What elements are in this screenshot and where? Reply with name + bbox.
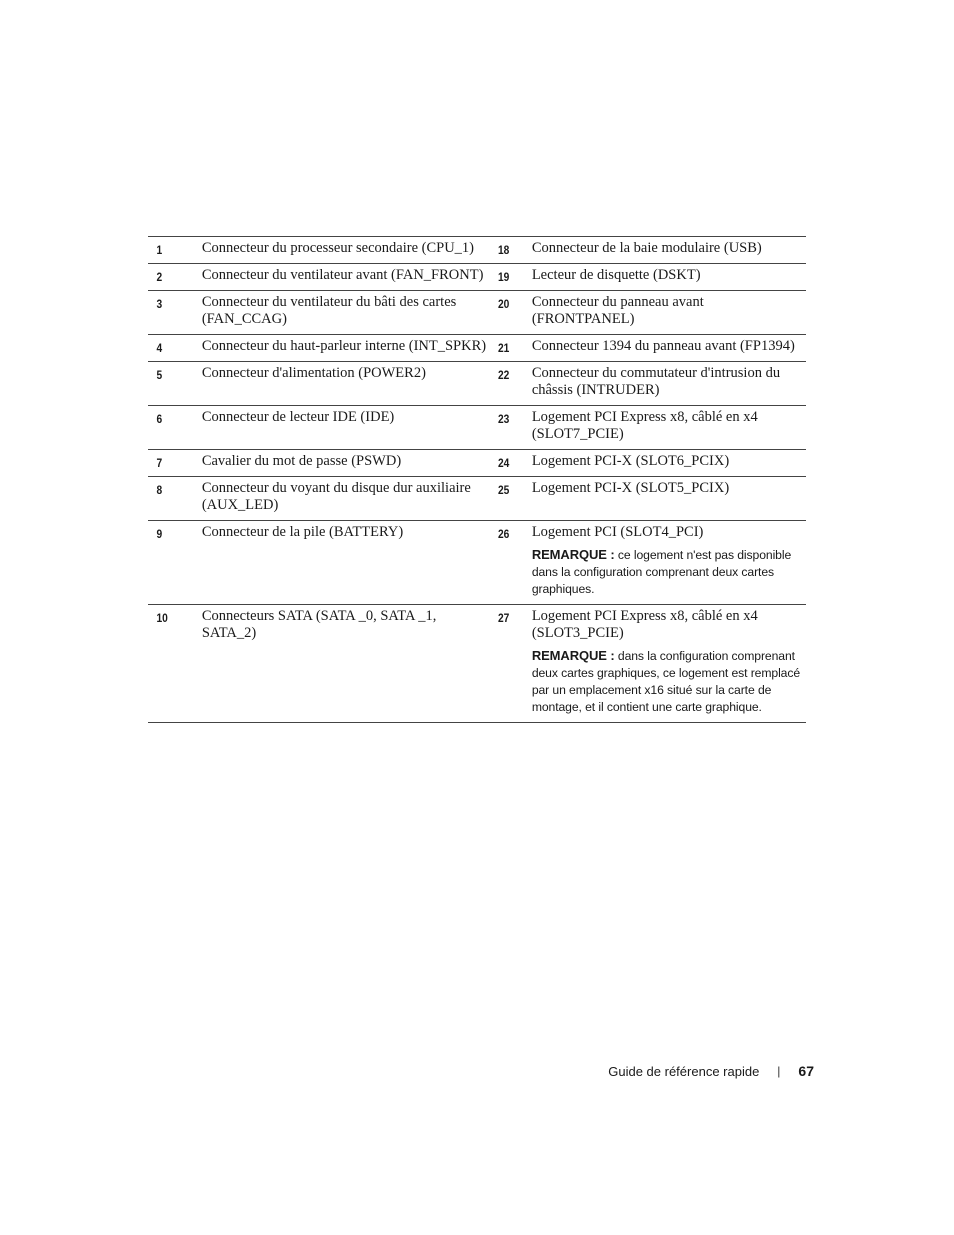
- callout-number: 2: [156, 270, 163, 284]
- callout-description: Connecteur du ventilateur avant (FAN_FRONT): [201, 267, 484, 283]
- table-row: [148, 605, 806, 723]
- callout-description-cell: [532, 237, 806, 264]
- table-row: [148, 237, 806, 264]
- callout-description: Connecteur de lecteur IDE (IDE): [201, 409, 395, 425]
- note: [532, 647, 806, 716]
- footer-separator: |: [777, 1064, 781, 1078]
- page-number: 67: [798, 1063, 814, 1079]
- callout-number: 6: [156, 412, 163, 426]
- callout-description: Logement PCI Express x8, câblé en x4 (SLOT3_PCIE): [531, 608, 758, 641]
- note-label: REMARQUE :: [531, 547, 615, 562]
- callout-description-cell: [532, 264, 806, 291]
- callout-number: 27: [498, 611, 510, 625]
- callout-number: 1: [156, 243, 163, 257]
- note: [532, 546, 806, 598]
- callout-number: 19: [498, 270, 510, 284]
- callout-description: Lecteur de disquette (DSKT): [531, 267, 701, 283]
- callout-description-cell: [532, 362, 806, 406]
- table-row: [148, 450, 806, 477]
- table-row: [148, 406, 806, 450]
- table-row: [148, 477, 806, 521]
- callout-description-cell: [532, 605, 806, 723]
- callout-description-cell: [532, 406, 806, 450]
- callout-description: Connecteur du panneau avant (FRONTPANEL): [531, 294, 704, 327]
- callout-number: 7: [156, 456, 163, 470]
- callout-description: Connecteur du haut-parleur interne (INT_SPKR): [201, 338, 487, 354]
- callout-number: 23: [498, 412, 510, 426]
- callout-number: 20: [498, 297, 510, 311]
- note-label: REMARQUE :: [531, 648, 615, 663]
- callout-description: Cavalier du mot de passe (PSWD): [201, 453, 402, 469]
- table-row: [148, 362, 806, 406]
- callout-number: 25: [498, 483, 510, 497]
- callout-description: Connecteurs SATA (SATA _0, SATA _1, SATA_2): [201, 608, 437, 641]
- callout-number: 5: [156, 368, 163, 382]
- callout-description-cell: [532, 521, 806, 605]
- callout-description: Connecteur du voyant du disque dur auxiliaire (AUX_LED): [201, 480, 471, 513]
- callout-description-cell: [532, 335, 806, 362]
- callout-description: Logement PCI (SLOT4_PCI): [531, 524, 704, 540]
- callout-description: Logement PCI-X (SLOT6_PCIX): [531, 453, 730, 469]
- callout-description: Logement PCI-X (SLOT5_PCIX): [531, 480, 730, 496]
- callout-description: Connecteur de la pile (BATTERY): [201, 524, 404, 540]
- note-text: dans la configuration comprenant deux cartes graphiques, ce logement est remplacé par un emplacement x16 situé sur la carte de montage, et il contient une carte graphique.: [531, 649, 801, 714]
- page-footer: [608, 1062, 814, 1080]
- callout-description-cell: [532, 477, 806, 521]
- callout-description: Connecteur d'alimentation (POWER2): [201, 365, 426, 381]
- callout-number: 24: [498, 456, 510, 470]
- footer-title: Guide de référence rapide: [608, 1063, 760, 1079]
- callout-number: 18: [498, 243, 510, 257]
- callout-number: 21: [498, 341, 510, 355]
- table-row: [148, 335, 806, 362]
- callout-description: Connecteur du processeur secondaire (CPU_1): [201, 240, 475, 256]
- callout-description: Connecteur du commutateur d'intrusion du châssis (INTRUDER): [531, 365, 781, 398]
- callout-number: 22: [498, 368, 510, 382]
- callout-number: 9: [156, 527, 163, 541]
- callout-number: 3: [156, 297, 163, 311]
- connector-table-body: [148, 237, 806, 723]
- callout-description: Connecteur de la baie modulaire (USB): [531, 240, 762, 256]
- callout-description: Connecteur du ventilateur du bâti des cartes (FAN_CCAG): [201, 294, 457, 327]
- callout-description: Logement PCI Express x8, câblé en x4 (SLOT7_PCIE): [531, 409, 758, 442]
- connector-table: [148, 236, 806, 723]
- callout-description-cell: [532, 450, 806, 477]
- table-row: [148, 264, 806, 291]
- table-row: [148, 291, 806, 335]
- callout-description: Connecteur 1394 du panneau avant (FP1394): [531, 338, 795, 354]
- table-row: [148, 521, 806, 605]
- callout-number: 8: [156, 483, 163, 497]
- callout-description-cell: [532, 291, 806, 335]
- callout-number: 26: [498, 527, 510, 541]
- note-text: ce logement n'est pas disponible dans la configuration comprenant deux cartes graphiques.: [531, 548, 792, 596]
- callout-number: 4: [156, 341, 163, 355]
- callout-number: 10: [156, 611, 168, 625]
